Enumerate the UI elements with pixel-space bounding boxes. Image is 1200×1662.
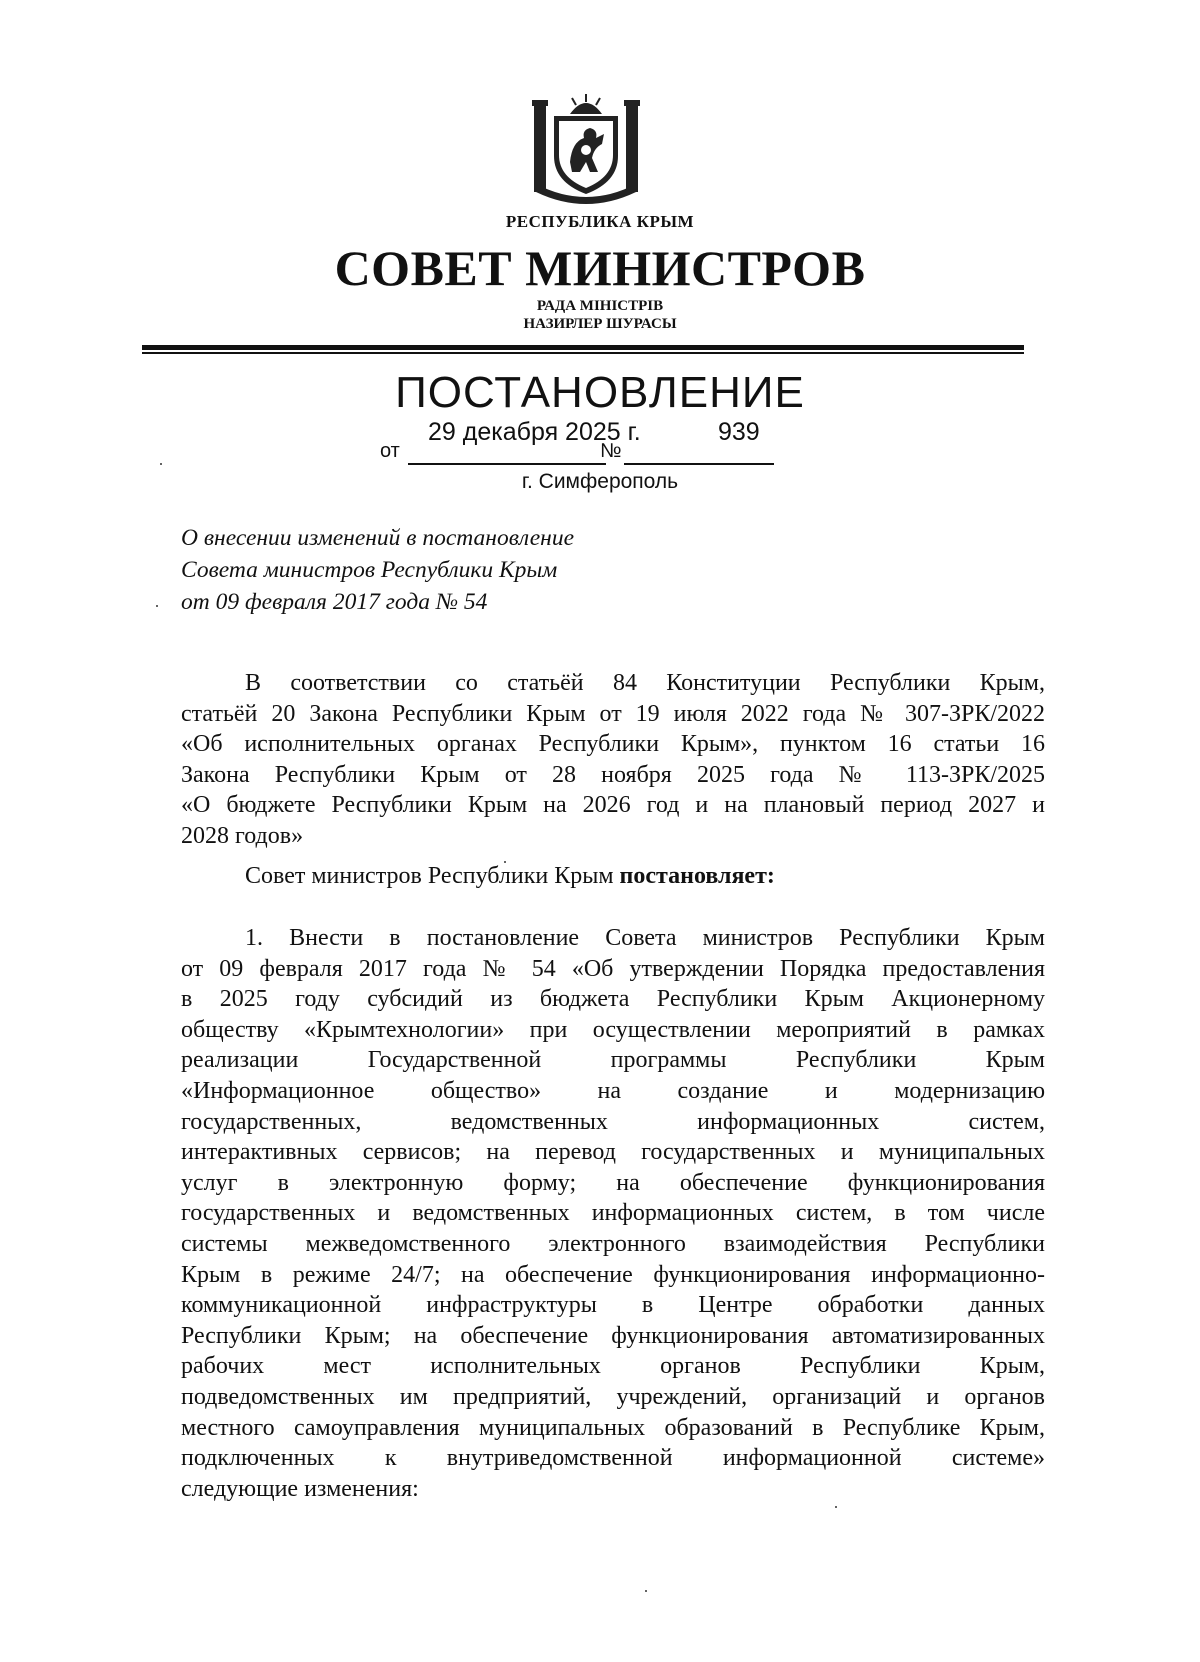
paragraph-line: Республики Крым; на обеспечение функционирования автоматизированных bbox=[181, 1322, 1045, 1349]
resolves-paragraph bbox=[181, 861, 1045, 892]
paragraph-line: коммуникационной инфраструктуры в Центре обработки данных bbox=[181, 1292, 1045, 1319]
paragraph-line bbox=[181, 861, 1045, 892]
scan-speck bbox=[835, 1506, 837, 1508]
republic-name: РЕСПУБЛИКА КРЫМ bbox=[505, 212, 695, 231]
paragraph-line: следующие изменения: bbox=[181, 1475, 419, 1502]
paragraph-line: подведомственных им предприятий, учреждений, организаций и органов bbox=[181, 1383, 1045, 1410]
scan-speck bbox=[160, 463, 162, 465]
paragraph-line: «О бюджете Республики Крым на 2026 год и на плановый период 2027 и bbox=[181, 792, 1045, 819]
number-label: № bbox=[600, 440, 622, 462]
scan-speck bbox=[645, 1590, 647, 1592]
header-divider-thick bbox=[142, 345, 1024, 350]
council-name: СОВЕТ МИНИСТРОВ bbox=[334, 240, 866, 296]
paragraph-line: государственных, ведомственных информационных систем, bbox=[181, 1108, 1045, 1135]
paragraph-line: Крым в режиме 24/7; на обеспечение функционирования информационно- bbox=[181, 1261, 1045, 1288]
decree-subject bbox=[181, 522, 881, 618]
paragraph-line: реализации Государственной программы Республики Крым bbox=[181, 1047, 1045, 1074]
preamble-paragraph bbox=[181, 668, 1045, 852]
decree-title: ПОСТАНОВЛЕНИЕ bbox=[395, 368, 805, 417]
paragraph-line: государственных и ведомственных информационных систем, в том числе bbox=[181, 1200, 1045, 1227]
paragraph-line: 1. Внести в постановление Совета министров Республики Крым bbox=[245, 925, 1045, 951]
paragraph-line: от 09 февраля 2017 года № 54 «Об утверждении Порядка предоставления bbox=[181, 955, 1045, 982]
subject-line: Совета министров Республики Крым bbox=[181, 557, 558, 583]
decree-date: 29 декабря 2025 г. bbox=[428, 418, 641, 446]
paragraph-line: В соответствии со статьёй 84 Конституции Республики Крым, bbox=[245, 670, 1045, 696]
header-divider-thin bbox=[142, 352, 1024, 354]
subject-line: О внесении изменений в постановление bbox=[181, 525, 575, 551]
city: г. Симферополь bbox=[521, 470, 679, 493]
paragraph-line: подключенных к внутриведомственной информационной системе» bbox=[181, 1445, 1045, 1472]
council-name-crimean-tatar: НАЗИРЛЕР ШУРАСЫ bbox=[523, 316, 677, 332]
paragraph-line: интерактивных сервисов; на перевод государственных и муниципальных bbox=[181, 1139, 1045, 1166]
date-label: от bbox=[380, 440, 400, 462]
paragraph-line: услуг в электронную форму; на обеспечение функционирования bbox=[181, 1169, 1045, 1196]
council-name-ukrainian: РАДА МІНІСТРІВ bbox=[536, 298, 664, 314]
paragraph-line: местного самоуправления муниципальных образований в Республике Крым, bbox=[181, 1414, 1045, 1441]
decree-date-number-row bbox=[0, 418, 1200, 468]
paragraph-line: Закона Республики Крым от 28 ноября 2025 года № 113-ЗРК/2025 bbox=[181, 761, 1045, 788]
paragraph-line: «Об исполнительных органах Республики Крым», пунктом 16 статьи 16 bbox=[181, 731, 1045, 758]
paragraph-line: в 2025 году субсидий из бюджета Республики Крым Акционерному bbox=[181, 986, 1045, 1013]
item-1-paragraph bbox=[181, 923, 1045, 1504]
paragraph-line: «Информационное общество» на создание и модернизацию bbox=[181, 1077, 1045, 1104]
scan-speck bbox=[156, 605, 158, 607]
paragraph-line: рабочих мест исполнительных органов Республики Крым, bbox=[181, 1353, 1045, 1380]
subject-line: от 09 февраля 2017 года № 54 bbox=[181, 589, 488, 615]
date-underline bbox=[408, 463, 606, 465]
coat-of-arms-icon bbox=[532, 92, 640, 204]
resolves-keyword: постановляет: bbox=[619, 863, 775, 889]
paragraph-line: статьёй 20 Закона Республики Крым от 19 июля 2022 года № 307-ЗРК/2022 bbox=[181, 700, 1045, 727]
decree-number: 939 bbox=[718, 418, 760, 446]
paragraph-line: обществу «Крымтехнологии» при осуществлении мероприятий в рамках bbox=[181, 1016, 1045, 1043]
number-underline bbox=[624, 463, 774, 465]
paragraph-line: 2028 годов» bbox=[181, 822, 304, 849]
resolves-text: Совет министров Республики Крым bbox=[245, 863, 614, 889]
paragraph-line: системы межведомственного электронного взаимодействия Республики bbox=[181, 1230, 1045, 1257]
scan-speck bbox=[504, 861, 506, 863]
